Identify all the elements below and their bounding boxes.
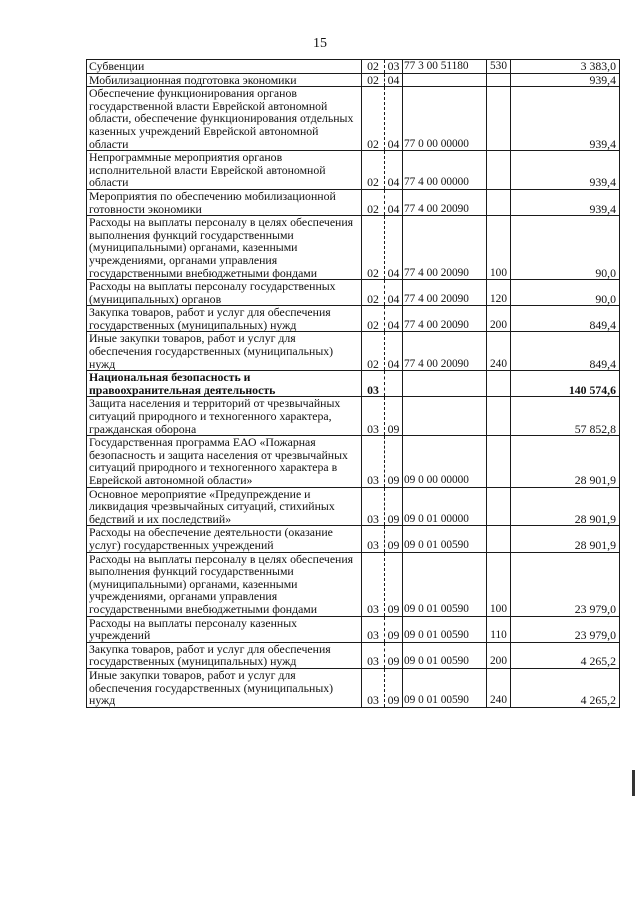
row-name-cell: Расходы на выплаты персоналу государственных (муниципальных) органов <box>87 280 362 306</box>
expense-type-cell: 200 <box>487 306 511 332</box>
amount-cell: 939,4 <box>511 189 620 215</box>
amount-cell: 849,4 <box>511 332 620 371</box>
section-code-cell: 03 <box>362 487 385 526</box>
row-name-cell: Иные закупки товаров, работ и услуг для обеспечения государственных (муниципальных) нужд <box>87 332 362 371</box>
amount-cell: 140 574,6 <box>511 371 620 397</box>
subsection-code-cell: 09 <box>385 668 403 707</box>
row-name-cell: Расходы на выплаты персоналу в целях обеспечения выполнения функций государственными (муниципальными) органами, казенными учреждениями, органами управления государственными внебюджетными фондами <box>87 216 362 280</box>
amount-cell: 90,0 <box>511 280 620 306</box>
target-article-cell <box>403 73 487 87</box>
table-row <box>87 87 620 151</box>
row-name-cell: Защита населения и территорий от чрезвычайных ситуаций природного и техногенного характера, гражданская оборона <box>87 397 362 436</box>
table-row <box>87 552 620 616</box>
subsection-code-cell: 09 <box>385 552 403 616</box>
table-row <box>87 280 620 306</box>
row-name-cell: Государственная программа ЕАО «Пожарная безопасность и защита населения от чрезвычайных ситуаций природного и техногенного характера в Еврейской автономной области» <box>87 436 362 487</box>
amount-cell: 4 265,2 <box>511 668 620 707</box>
row-name-cell: Национальная безопасность и правоохранительная деятельность <box>87 371 362 397</box>
subsection-code-cell: 09 <box>385 526 403 552</box>
subsection-code-cell: 04 <box>385 280 403 306</box>
section-code-cell: 03 <box>362 668 385 707</box>
expense-type-cell: 120 <box>487 280 511 306</box>
section-code-cell: 02 <box>362 189 385 215</box>
expense-type-cell <box>487 397 511 436</box>
subsection-code-cell: 04 <box>385 189 403 215</box>
subsection-code-cell: 09 <box>385 616 403 642</box>
amount-cell: 23 979,0 <box>511 616 620 642</box>
table-row <box>87 668 620 707</box>
row-name-cell: Мероприятия по обеспечению мобилизационной готовности экономики <box>87 189 362 215</box>
table-row <box>87 306 620 332</box>
expense-type-cell <box>487 73 511 87</box>
expense-type-cell <box>487 436 511 487</box>
row-name-cell: Закупка товаров, работ и услуг для обеспечения государственных (муниципальных) нужд <box>87 306 362 332</box>
subsection-code-cell: 04 <box>385 87 403 151</box>
target-article-cell: 77 4 00 00000 <box>403 151 487 190</box>
subsection-code-cell: 09 <box>385 397 403 436</box>
expense-type-cell <box>487 189 511 215</box>
table-row <box>87 151 620 190</box>
section-code-cell: 03 <box>362 436 385 487</box>
row-name-cell: Основное мероприятие «Предупреждение и ликвидация чрезвычайных ситуаций, стихийных бедствий и их последствий» <box>87 487 362 526</box>
subsection-code-cell: 04 <box>385 306 403 332</box>
amount-cell: 3 383,0 <box>511 60 620 74</box>
target-article-cell: 77 0 00 00000 <box>403 87 487 151</box>
subsection-code-cell: 09 <box>385 487 403 526</box>
target-article-cell: 09 0 01 00590 <box>403 642 487 668</box>
amount-cell: 939,4 <box>511 151 620 190</box>
amount-cell: 939,4 <box>511 73 620 87</box>
amount-cell: 90,0 <box>511 216 620 280</box>
budget-table <box>86 59 620 708</box>
subsection-code-cell: 04 <box>385 73 403 87</box>
target-article-cell <box>403 371 487 397</box>
table-row <box>87 487 620 526</box>
section-code-cell: 03 <box>362 616 385 642</box>
target-article-cell: 77 3 00 51180 <box>403 60 487 74</box>
section-code-cell: 03 <box>362 526 385 552</box>
section-code-cell: 03 <box>362 642 385 668</box>
expense-type-cell: 530 <box>487 60 511 74</box>
amount-cell: 57 852,8 <box>511 397 620 436</box>
row-name-cell: Закупка товаров, работ и услуг для обеспечения государственных (муниципальных) нужд <box>87 642 362 668</box>
section-code-cell: 02 <box>362 73 385 87</box>
section-code-cell: 02 <box>362 151 385 190</box>
expense-type-cell: 100 <box>487 552 511 616</box>
row-name-cell: Расходы на выплаты персоналу в целях обеспечения выполнения функций государственными (муниципальными) органами, казенными учреждениями, органами управления государственными внебюджетными фондами <box>87 552 362 616</box>
section-code-cell: 03 <box>362 552 385 616</box>
expense-type-cell: 240 <box>487 332 511 371</box>
table-row <box>87 642 620 668</box>
section-code-cell: 02 <box>362 280 385 306</box>
amount-cell: 4 265,2 <box>511 642 620 668</box>
target-article-cell: 77 4 00 20090 <box>403 332 487 371</box>
subsection-code-cell <box>385 371 403 397</box>
target-article-cell: 09 0 00 00000 <box>403 436 487 487</box>
section-code-cell: 02 <box>362 306 385 332</box>
subsection-code-cell: 04 <box>385 332 403 371</box>
subsection-code-cell: 09 <box>385 436 403 487</box>
subsection-code-cell: 04 <box>385 216 403 280</box>
expense-type-cell: 240 <box>487 668 511 707</box>
target-article-cell: 77 4 00 20090 <box>403 306 487 332</box>
scan-edge-mark <box>632 770 635 796</box>
section-code-cell: 03 <box>362 371 385 397</box>
target-article-cell: 77 4 00 20090 <box>403 189 487 215</box>
target-article-cell: 09 0 01 00590 <box>403 616 487 642</box>
row-name-cell: Расходы на выплаты персоналу казенных учреждений <box>87 616 362 642</box>
expense-type-cell <box>487 87 511 151</box>
table-row <box>87 616 620 642</box>
budget-table-body <box>87 60 620 708</box>
subsection-code-cell: 04 <box>385 151 403 190</box>
page-number: 15 <box>313 36 327 51</box>
target-article-cell <box>403 397 487 436</box>
table-row <box>87 371 620 397</box>
amount-cell: 939,4 <box>511 87 620 151</box>
amount-cell: 28 901,9 <box>511 436 620 487</box>
amount-cell: 849,4 <box>511 306 620 332</box>
section-code-cell: 02 <box>362 87 385 151</box>
expense-type-cell: 200 <box>487 642 511 668</box>
expense-type-cell <box>487 151 511 190</box>
table-row <box>87 216 620 280</box>
row-name-cell: Иные закупки товаров, работ и услуг для обеспечения государственных (муниципальных) нужд <box>87 668 362 707</box>
target-article-cell: 09 0 01 00590 <box>403 668 487 707</box>
row-name-cell: Обеспечение функционирования органов государственной власти Еврейской автономной области, обеспечение функционирования отдельных казенных учреждений Еврейской автономной области <box>87 87 362 151</box>
expense-type-cell: 110 <box>487 616 511 642</box>
expense-type-cell <box>487 371 511 397</box>
expense-type-cell: 100 <box>487 216 511 280</box>
section-code-cell: 02 <box>362 60 385 74</box>
table-row <box>87 397 620 436</box>
row-name-cell: Непрограммные мероприятия органов исполнительной власти Еврейской автономной области <box>87 151 362 190</box>
row-name-cell: Субвенции <box>87 60 362 74</box>
target-article-cell: 77 4 00 20090 <box>403 216 487 280</box>
amount-cell: 28 901,9 <box>511 526 620 552</box>
subsection-code-cell: 09 <box>385 642 403 668</box>
target-article-cell: 09 0 01 00590 <box>403 526 487 552</box>
section-code-cell: 02 <box>362 332 385 371</box>
table-row <box>87 436 620 487</box>
section-code-cell: 03 <box>362 397 385 436</box>
row-name-cell: Расходы на обеспечение деятельности (оказание услуг) государственных учреждений <box>87 526 362 552</box>
subsection-code-cell: 03 <box>385 60 403 74</box>
target-article-cell: 09 0 01 00000 <box>403 487 487 526</box>
table-row <box>87 526 620 552</box>
target-article-cell: 09 0 01 00590 <box>403 552 487 616</box>
section-code-cell: 02 <box>362 216 385 280</box>
target-article-cell: 77 4 00 20090 <box>403 280 487 306</box>
table-row <box>87 332 620 371</box>
row-name-cell: Мобилизационная подготовка экономики <box>87 73 362 87</box>
expense-type-cell <box>487 487 511 526</box>
amount-cell: 28 901,9 <box>511 487 620 526</box>
table-row <box>87 73 620 87</box>
amount-cell: 23 979,0 <box>511 552 620 616</box>
expense-type-cell <box>487 526 511 552</box>
table-row <box>87 60 620 74</box>
table-row <box>87 189 620 215</box>
